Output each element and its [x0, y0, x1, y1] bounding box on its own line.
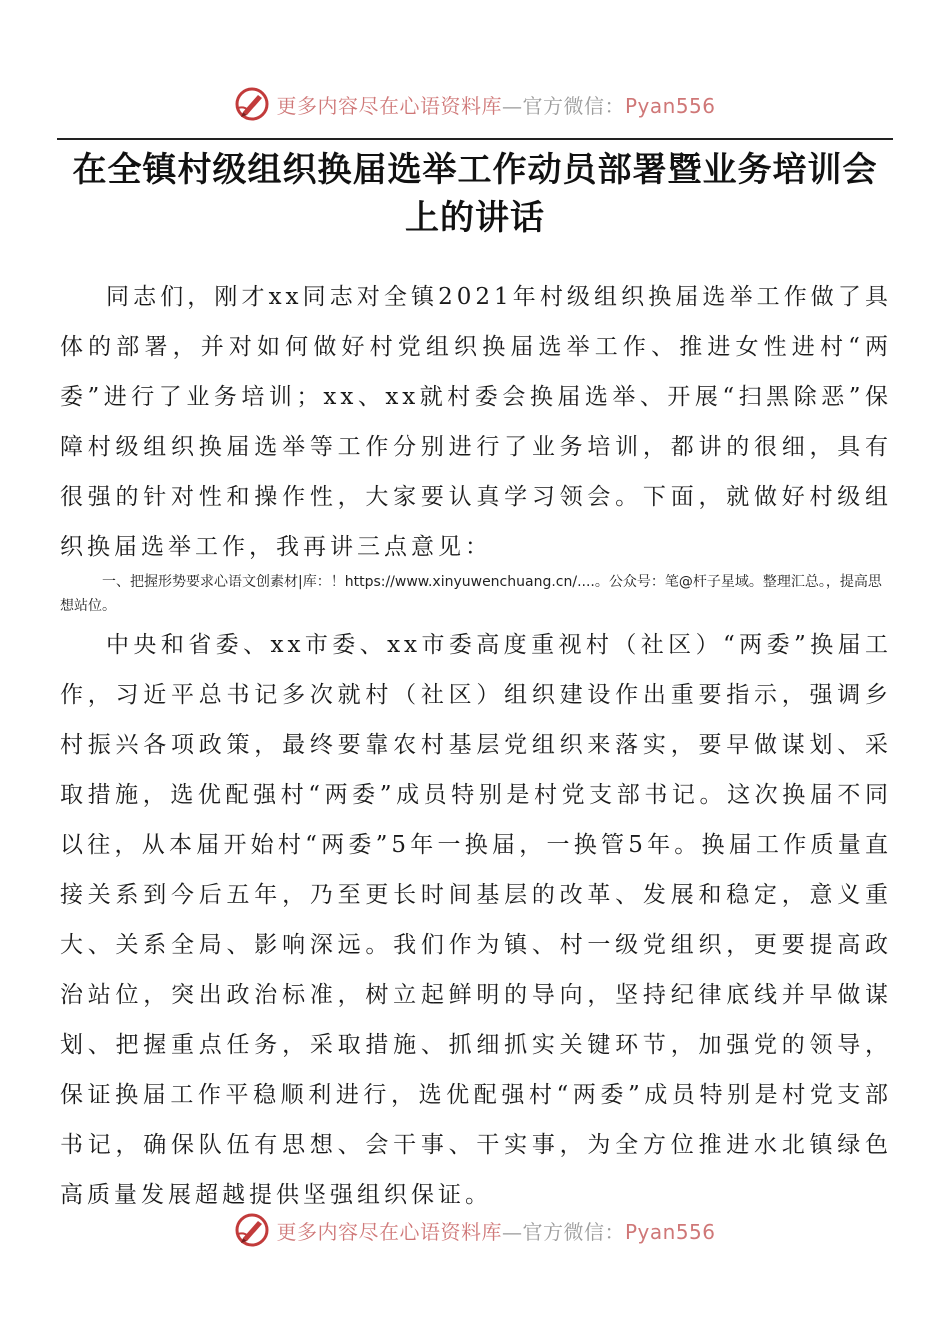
header-watermark-banner [0, 82, 950, 126]
paragraph-intro: 同志们，刚才xx同志对全镇2021年村级组织换届选举工作做了具体的部署，并对如何做好村党组织换届选举工作、推进女性进村“两委”进行了业务培训；xx、xx就村委会换届选举、开展“扫黑除恶”保障村级组织换届选举等工作分别进行了业务培训，都讲的很细，具有很强的针对性和操作性，大家要认真学习领会。下面，就做好村级组织换届选举工作，我再讲三点意见： [60, 284, 892, 560]
watermark-site-text: 更多内容尽在心语资料库 [276, 93, 502, 118]
document-title: 在全镇村级组织换届选举工作动员部署暨业务培训会上的讲话 [72, 150, 878, 238]
watermark-label: 官方微信： [522, 93, 625, 118]
watermark-id: Pyan556 [624, 93, 716, 118]
watermark-dash: — [501, 1219, 523, 1244]
watermark-label: 官方微信： [522, 1219, 625, 1244]
watermark-dash: — [501, 93, 523, 118]
watermark-text [276, 1216, 715, 1245]
section-heading-note: 一、把握形势要求心语文创素材|库：！https://www.xinyuwenchuang.cn/....。公众号：笔@杆子星域。整理汇总。，提高思想站位。 [60, 574, 882, 614]
watermark-text [276, 90, 715, 119]
watermark-site-text: 更多内容尽在心语资料库 [276, 1219, 502, 1244]
pen-logo-icon [234, 86, 270, 122]
pen-logo-icon [234, 1212, 270, 1248]
paragraph-body: 中央和省委、xx市委、xx市委高度重视村（社区）“两委”换届工作，习近平总书记多次就村（社区）组织建设作出重要指示，强调乡村振兴各项政策，最终要靠农村基层党组织来落实，要早做谋划、采取措施，选优配强村“两委”成员特别是村党支部书记。这次换届不同以往，从本届开始村“两委”5年一换届，一换管5年。换届工作质量直接关系到今后五年，乃至更长时间基层的改革、发展和稳定，意义重大、关系全局、影响深远。我们作为镇、村一级党组织，更要提高政治站位，突出政治标准，树立起鲜明的导向，坚持纪律底线并早做谋划、把握重点任务，采取措施、抓细抓实关键环节，加强党的领导，保证换届工作平稳顺利进行，选优配强村“两委”成员特别是村党支部书记，确保队伍有思想、会干事、干实事，为全方位推进水北镇绿色高质量发展超越提供坚强组织保证。 [60, 632, 892, 1208]
header-divider [57, 138, 893, 140]
watermark-id: Pyan556 [624, 1219, 716, 1244]
footer-watermark-banner [0, 1208, 950, 1252]
